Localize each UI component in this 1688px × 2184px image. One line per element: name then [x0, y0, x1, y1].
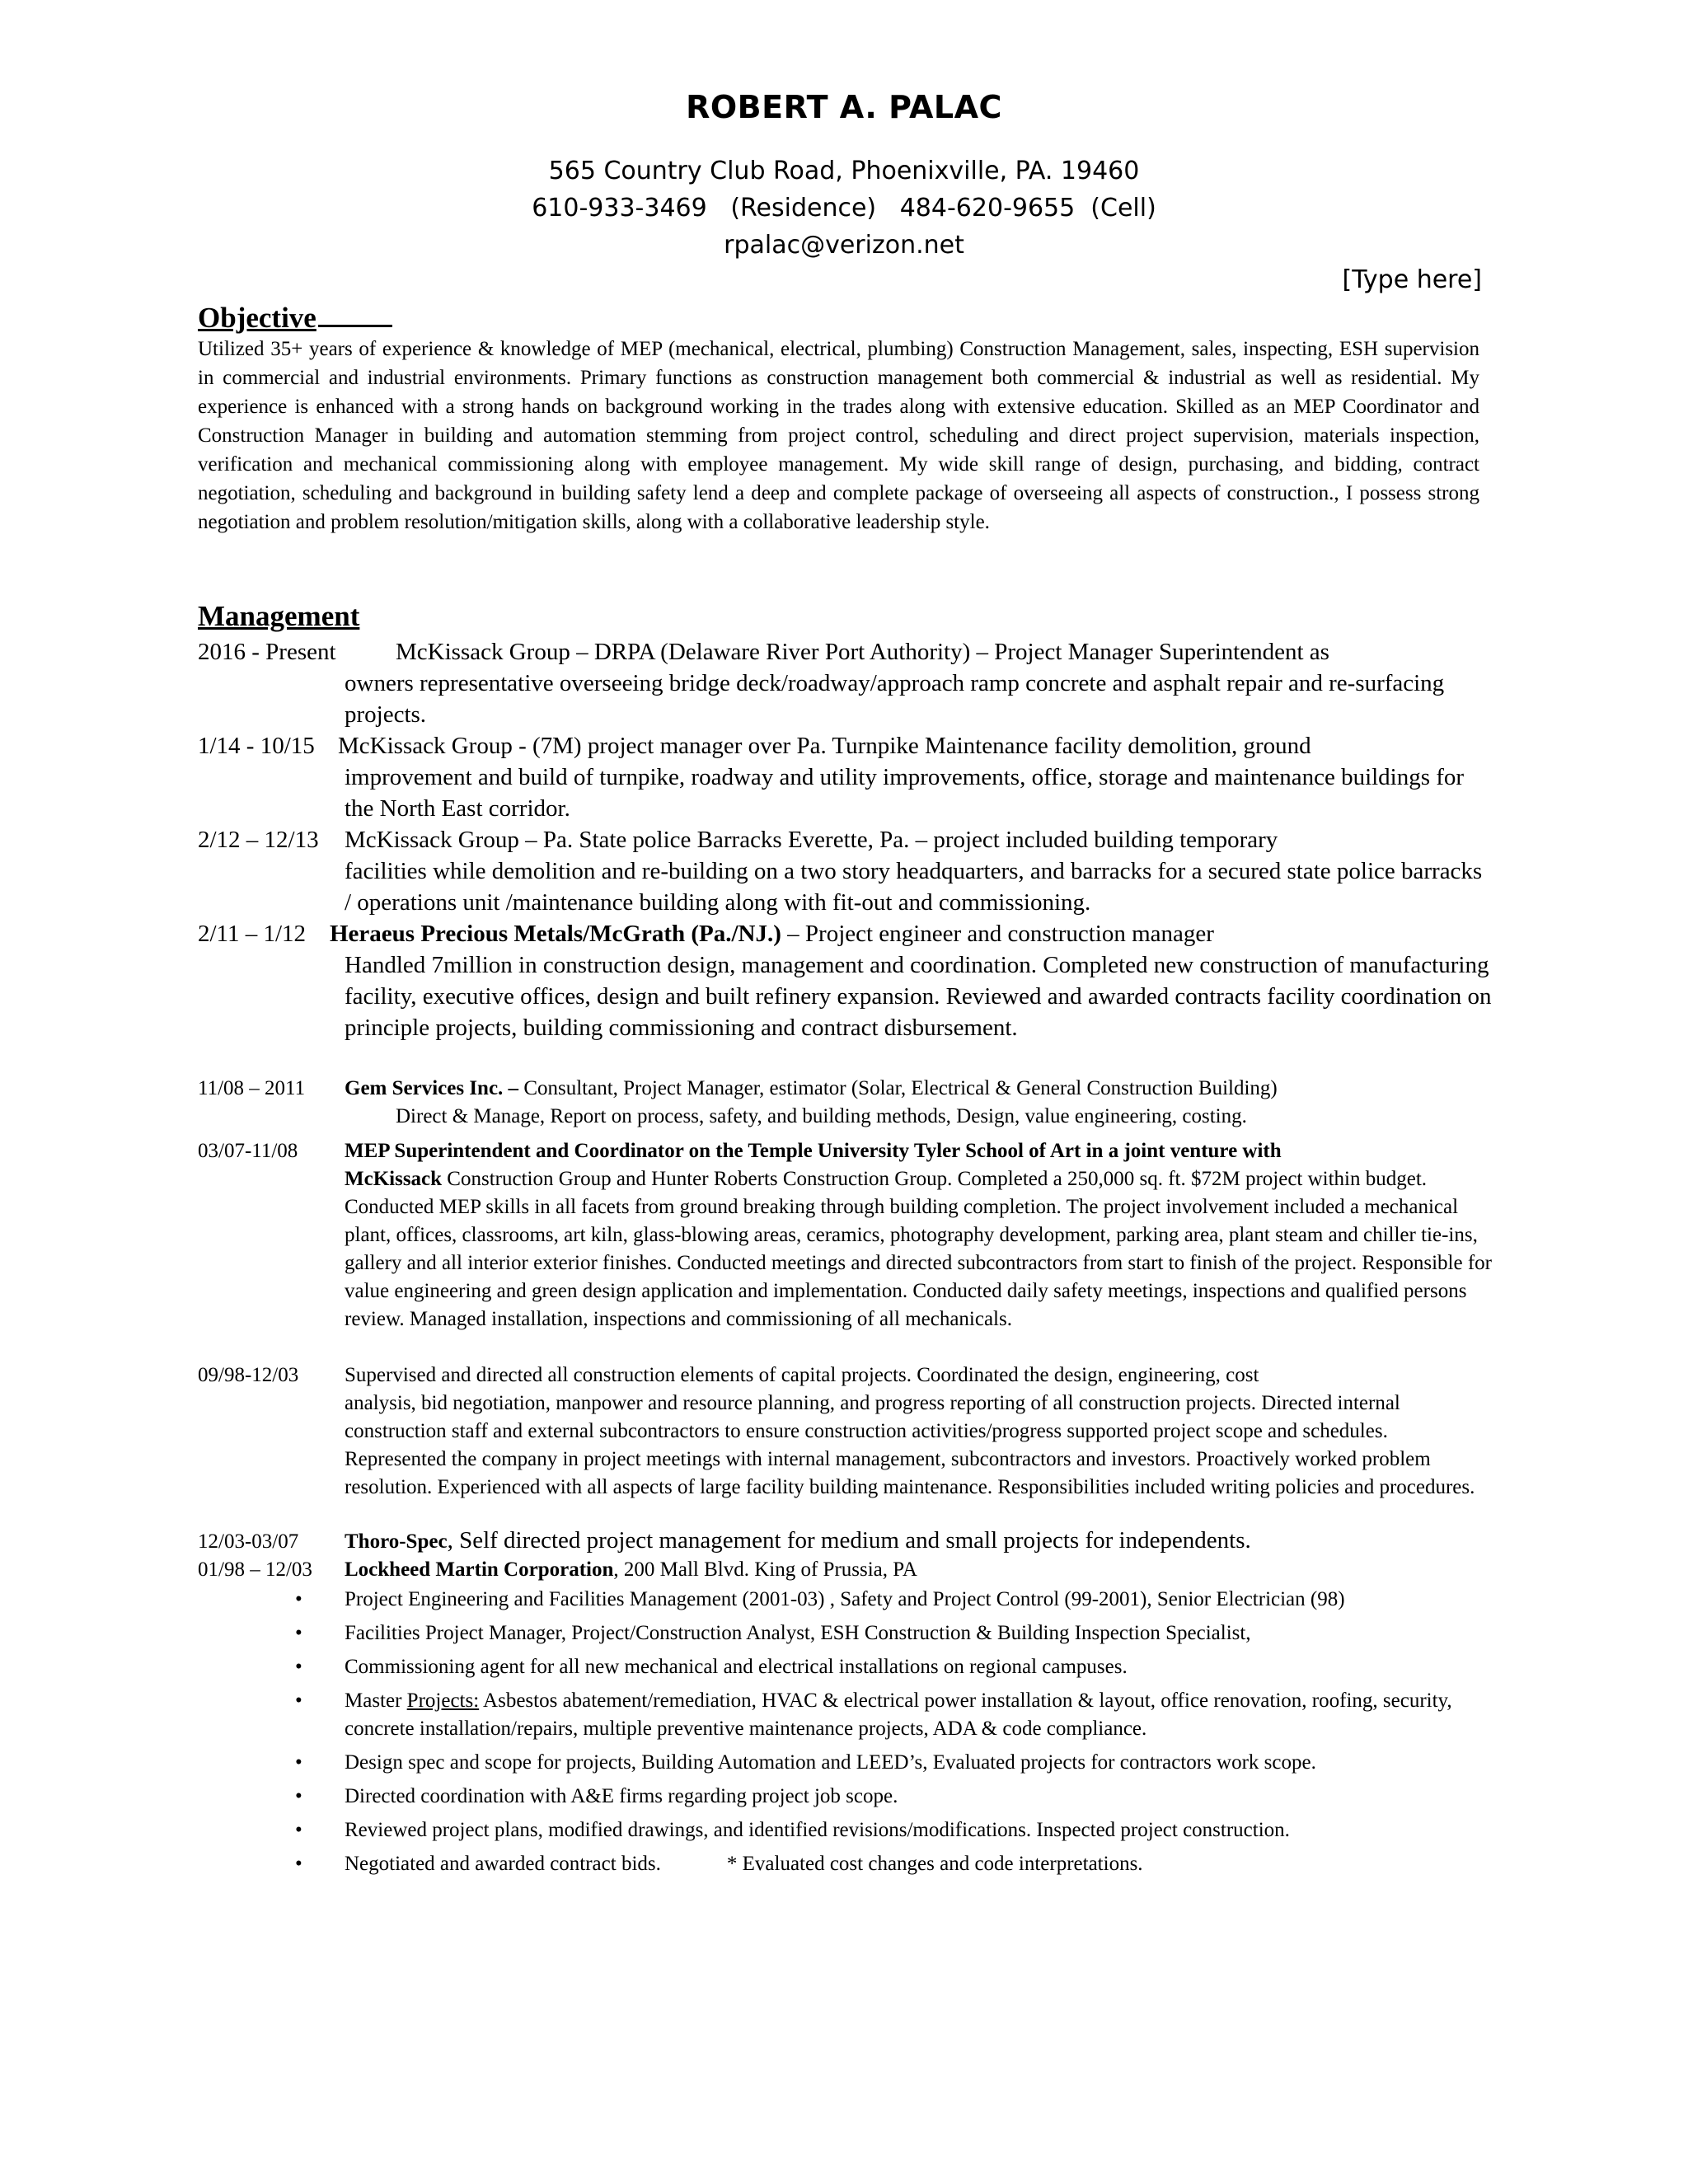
bullet-prefix: Master	[345, 1690, 407, 1712]
list-item	[198, 1749, 1492, 1777]
bullet-icon: •	[295, 1588, 302, 1610]
experience-entry	[198, 636, 1492, 730]
entry-description: Handled 7million in construction design, management and coordination. Completed new construction of manufacturing facility, executive offices, design and built refinery expansion. Reviewed and awarded contracts facility coordination on principle projects, building commissioning and contract disbursement.	[345, 952, 1492, 1041]
email-address: rpalac@verizon.net	[724, 231, 964, 260]
list-item	[198, 1783, 1492, 1811]
bullet-icon: •	[295, 1656, 302, 1678]
bullet-text: Negotiated and awarded contract bids.	[345, 1853, 661, 1875]
entry-title: , Self directed project management for medium and small projects for independents.	[447, 1527, 1251, 1554]
entry-title: , 200 Mall Blvd. King of Prussia, PA	[613, 1558, 917, 1581]
entry-date: 11/08 – 2011	[198, 1077, 306, 1099]
entry-date: 1/14 - 10/15	[198, 733, 315, 759]
bullet-underlined-label: Projects:	[406, 1690, 480, 1712]
entry-description: Direct & Manage, Report on process, safety, and building methods, Design, value engineering, costing.	[396, 1105, 1247, 1127]
entry-title: McKissack Group - (7M) project manager over Pa. Turnpike Maintenance facility demolition, ground	[338, 733, 1311, 759]
entry-date: 2/12 – 12/13	[198, 827, 319, 853]
list-item	[198, 1816, 1492, 1844]
list-item	[198, 1619, 1492, 1647]
bullet-text: Design spec and scope for projects, Building Automation and LEED’s, Evaluated projects for contractors work scope.	[345, 1751, 1316, 1774]
entry-title: – Project engineer and construction manager	[781, 921, 1214, 947]
entry-date: 09/98-12/03	[198, 1364, 299, 1386]
phone-numbers: 610-933-3469 (Residence) 484-620-9655 (Cell)	[532, 194, 1156, 223]
bullet-icon: •	[295, 1785, 302, 1807]
entry-date: 03/07-11/08	[198, 1140, 298, 1162]
experience-entry	[198, 1525, 1492, 1558]
bullet-extra: * Evaluated cost changes and code interpretations.	[726, 1853, 1143, 1875]
bullet-icon: •	[295, 1751, 302, 1774]
experience-entry	[198, 1556, 1492, 1584]
list-item	[198, 1850, 1492, 1878]
entry-title: Supervised and directed all construction elements of capital projects. Coordinated the design, engineering, cost	[345, 1364, 1259, 1386]
entry-description	[345, 1165, 1492, 1333]
experience-entry	[198, 1137, 1492, 1333]
entry-title: McKissack Group – Pa. State police Barracks Everette, Pa. – project included building temporary	[345, 827, 1278, 853]
entry-title: McKissack Group – DRPA (Delaware River Port Authority) – Project Manager Superintendent as	[396, 639, 1329, 665]
experience-entry	[198, 730, 1492, 824]
experience-entry	[198, 1075, 1492, 1131]
bullet-icon: •	[295, 1622, 302, 1644]
bullet-text: Directed coordination with A&E firms regarding project job scope.	[345, 1785, 898, 1807]
entry-title: Consultant, Project Manager, estimator (Solar, Electrical & General Construction Building)	[518, 1077, 1278, 1099]
experience-entry	[198, 1361, 1492, 1502]
entry-description: improvement and build of turnpike, roadway and utility improvements, office, storage and maintenance buildings for the North East corridor.	[345, 764, 1465, 822]
entry-company: Lockheed Martin Corporation	[345, 1558, 614, 1581]
bullet-text: Facilities Project Manager, Project/Construction Analyst, ESH Construction & Building Inspection Specialist,	[345, 1622, 1251, 1644]
entry-date: 2016 - Present	[198, 639, 336, 665]
placeholder-text: [Type here]	[1342, 265, 1482, 294]
entry-company: Heraeus Precious Metals/McGrath (Pa./NJ.)	[330, 921, 781, 947]
bullet-icon: •	[295, 1853, 302, 1875]
entry-description: owners representative overseeing bridge deck/roadway/approach ramp concrete and asphalt repair and re-surfacing projects.	[345, 670, 1445, 728]
entry-description: facilities while demolition and re-building on a two story headquarters, and barracks for a secured state police barracks / operations unit /maintenance building along with fit-out and commissioning.	[345, 858, 1483, 916]
bullet-text: Project Engineering and Facilities Management (2001-03) , Safety and Project Control (99-2001), Senior Electrician (98)	[345, 1588, 1345, 1610]
entry-date: 01/98 – 12/03	[198, 1558, 312, 1581]
bullet-text: Reviewed project plans, modified drawings, and identified revisions/modifications. Inspected project construction.	[345, 1819, 1290, 1841]
bullet-icon: •	[295, 1819, 302, 1841]
list-item	[198, 1586, 1492, 1614]
entry-company: McKissack	[345, 1168, 443, 1190]
objective-heading: Objective	[198, 302, 392, 335]
objective-paragraph: Utilized 35+ years of experience & knowledge of MEP (mechanical, electrical, plumbing) Construction Management, sales, inspecting, ESH supervision in commercial and industrial environments. Primary functions as construction management both commercial & industrial as well as residential. My experience is enhanced with a strong hands on background working in the trades along with extensive education. Skilled as an MEP Coordinator and Construction Manager in building and automation stemming from project control, scheduling and direct project supervision, materials inspection, verification and mechanical commissioning along with employee management. My wide skill range of design, purchasing, and bidding, contract negotiation, scheduling and background in building safety lend a deep and complete package of overseeing all aspects of construction., I possess strong negotiation and problem resolution/mitigation skills, along with a collaborative leadership style.	[198, 338, 1479, 533]
list-item	[198, 1687, 1492, 1743]
experience-entry	[198, 824, 1492, 918]
experience-entry	[198, 918, 1492, 1043]
entry-title: MEP Superintendent and Coordinator on the Temple University Tyler School of Art in a joint venture with	[345, 1140, 1282, 1162]
entry-details: Construction Group and Hunter Roberts Construction Group. Completed a 250,000 sq. ft. $72M project within budget. Conducted MEP skills in all facets from ground breaking through building completion. The project involvement included a mechanical plant, offices, classrooms, art kiln, glass-blowing areas, ceramics, photography development, parking area, plant steam and chiller tie-ins, gallery and all interior exterior finishes. Conducted meetings and directed subcontractors from start to finish of the project. Responsible for value engineering and green design application and implementation. Conducted daily safety meetings, inspections and qualified persons review. Managed installation, inspections and commissioning of all mechanicals.	[345, 1168, 1492, 1330]
bullet-text: Asbestos abatement/remediation, HVAC & electrical power installation & layout, office renovation, roofing, security, concrete installation/repairs, multiple preventive maintenance projects, ADA & code compliance.	[345, 1690, 1452, 1740]
entry-company: Gem Services Inc. –	[345, 1077, 519, 1099]
bullet-list	[198, 1586, 1492, 1884]
entry-company: Thoro-Spec	[345, 1530, 448, 1553]
bullet-text: Commissioning agent for all new mechanical and electrical installations on regional campuses.	[345, 1656, 1128, 1678]
candidate-name: ROBERT A. PALAC	[686, 89, 1002, 125]
address: 565 Country Club Road, Phoenixville, PA. 19460	[548, 157, 1140, 185]
entry-description: analysis, bid negotiation, manpower and resource planning, and progress reporting of all construction projects. Directed internal construction staff and external subcontractors to ensure construction activities/progress supported project scope and schedules. Represented the company in project meetings with internal management, subcontractors and investors. Proactively worked problem resolution. Experienced with all aspects of large facility building maintenance. Responsibilities included writing policies and procedures.	[345, 1392, 1475, 1498]
list-item	[198, 1653, 1492, 1681]
entry-date: 12/03-03/07	[198, 1530, 299, 1553]
entry-date: 2/11 – 1/12	[198, 921, 307, 947]
bullet-icon: •	[295, 1690, 302, 1712]
management-heading: Management	[198, 600, 360, 632]
